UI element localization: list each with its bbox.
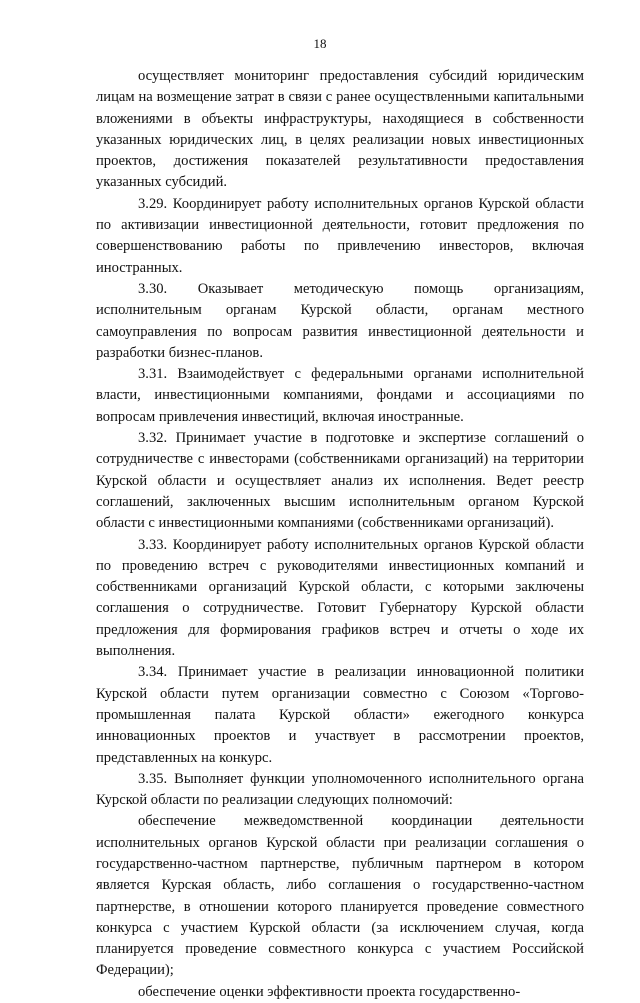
page-number: 18 <box>313 36 327 51</box>
paragraph-3-30: 3.30. Оказывает методическую помощь организациям, исполнительным органам Курской области, органам местного самоуправления по вопросам развития инвестиционной деятельности и разработки бизнес-планов. <box>96 280 584 361</box>
paragraph-3-34: 3.34. Принимает участие в реализации инновационной политики Курской области путем организации совместно с Союзом «Торгово-промышленная палата Курской области» ежегодного конкурса инновационных проектов и участвует в рассмотрении проектов, представленных на конкурс. <box>96 664 584 766</box>
paragraph-3-35: 3.35. Выполняет функции уполномоченного исполнительного органа Курской области по реализации следующих полномочий: <box>96 770 584 809</box>
paragraph-3-31: 3.31. Взаимодействует с федеральными органами исполнительной власти, инвестиционными компаниями, фондами и ассоциациями по вопросам привлечения инвестиций, включая иностранные. <box>96 366 584 425</box>
document-body <box>96 66 584 1003</box>
paragraph-3-33: 3.33. Координирует работу исполнительных органов Курской области по проведению встреч с руководителями инвестиционных компаний и собственниками организаций Курской области, с которыми заключены соглашения о сотрудничестве. Готовит Губернатору Курской области предложения для формирования графиков встреч и отчеты о ходе их выполнения. <box>96 536 584 660</box>
paragraph-coordination-item: обеспечение межведомственной координации деятельности исполнительных органов Курской области при реализации соглашения о государственно-частном партнерстве, публичным партнером в котором является Курская область, либо соглашения о государственно-частном партнерстве, в отношении которого планируется проведение совместного конкурса с участием Курской области (за исключением случая, когда планируется проведение совместного конкурса с участием Российской Федерации); <box>96 813 584 979</box>
paragraph-evaluation-item: обеспечение оценки эффективности проекта государственно- <box>138 983 521 1000</box>
paragraph-3-29: 3.29. Координирует работу исполнительных органов Курской области по активизации инвестиционной деятельности, готовит предложения по совершенствованию работы по привлечению инвесторов, включая иностранных. <box>96 195 584 276</box>
paragraph-3-32: 3.32. Принимает участие в подготовке и экспертизе соглашений о сотрудничестве с инвесторами (собственниками организаций) на территории Курской области и осуществляет анализ их исполнения. Ведет реестр соглашений, заключенных высшим исполнительным органом Курской области с инвестиционными компаниями (собственниками организаций). <box>96 430 584 532</box>
paragraph-monitoring-continuation: осуществляет мониторинг предоставления субсидий юридическим лицам на возмещение затрат в связи с ранее осуществленными капитальными вложениями в объекты инфраструктуры, находящиеся в собственности указанных юридических лиц, в целях реализации новых инвестиционных проектов, достижения показателей результативности предоставления указанных субсидий. <box>96 68 584 191</box>
